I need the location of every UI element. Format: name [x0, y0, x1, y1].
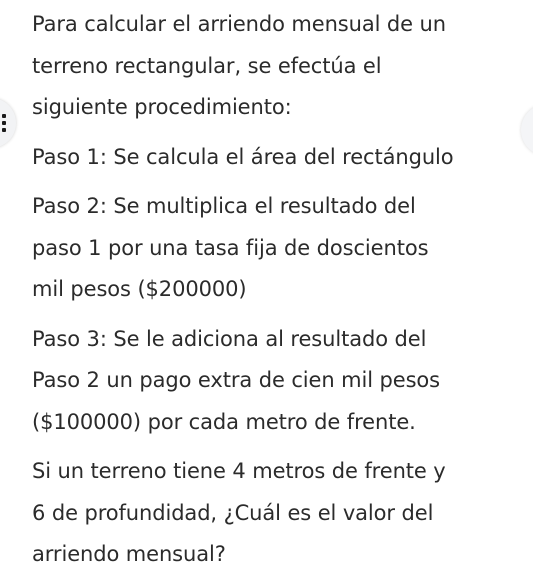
- question-paragraph: [32, 451, 528, 576]
- text-line: paso 1 por una tasa fija de doscientos: [32, 235, 429, 260]
- text-line: Si un terreno tiene 4 metros de frente y: [32, 459, 446, 483]
- text-line: Paso 1: Se calcula el área del rectángulo: [32, 144, 454, 169]
- text-line: siguiente procedimiento:: [32, 95, 292, 119]
- text-line: Paso 3: Se le adiciona al resultado del: [32, 326, 427, 351]
- text-line: arriendo mensual?: [32, 542, 226, 566]
- problem-text: [32, 4, 528, 584]
- more-vert-icon[interactable]: [2, 114, 6, 132]
- text-line: Paso 2: Se multiplica el resultado del: [32, 194, 416, 218]
- step-1-paragraph: [32, 137, 528, 179]
- step-2-paragraph: [32, 186, 528, 311]
- intro-paragraph: [32, 4, 528, 129]
- text-line: terreno rectangular, se efectúa el: [32, 53, 382, 78]
- text-line: Paso 2 un pago extra de cien mil pesos: [32, 368, 441, 392]
- text-line: 6 de profundidad, ¿Cuál es el valor del: [32, 500, 434, 525]
- text-line: mil pesos ($200000): [32, 277, 247, 301]
- step-3-paragraph: [32, 319, 528, 444]
- text-line: Para calcular el arriendo mensual de un: [32, 12, 446, 36]
- text-line: ($100000) por cada metro de frente.: [32, 409, 416, 434]
